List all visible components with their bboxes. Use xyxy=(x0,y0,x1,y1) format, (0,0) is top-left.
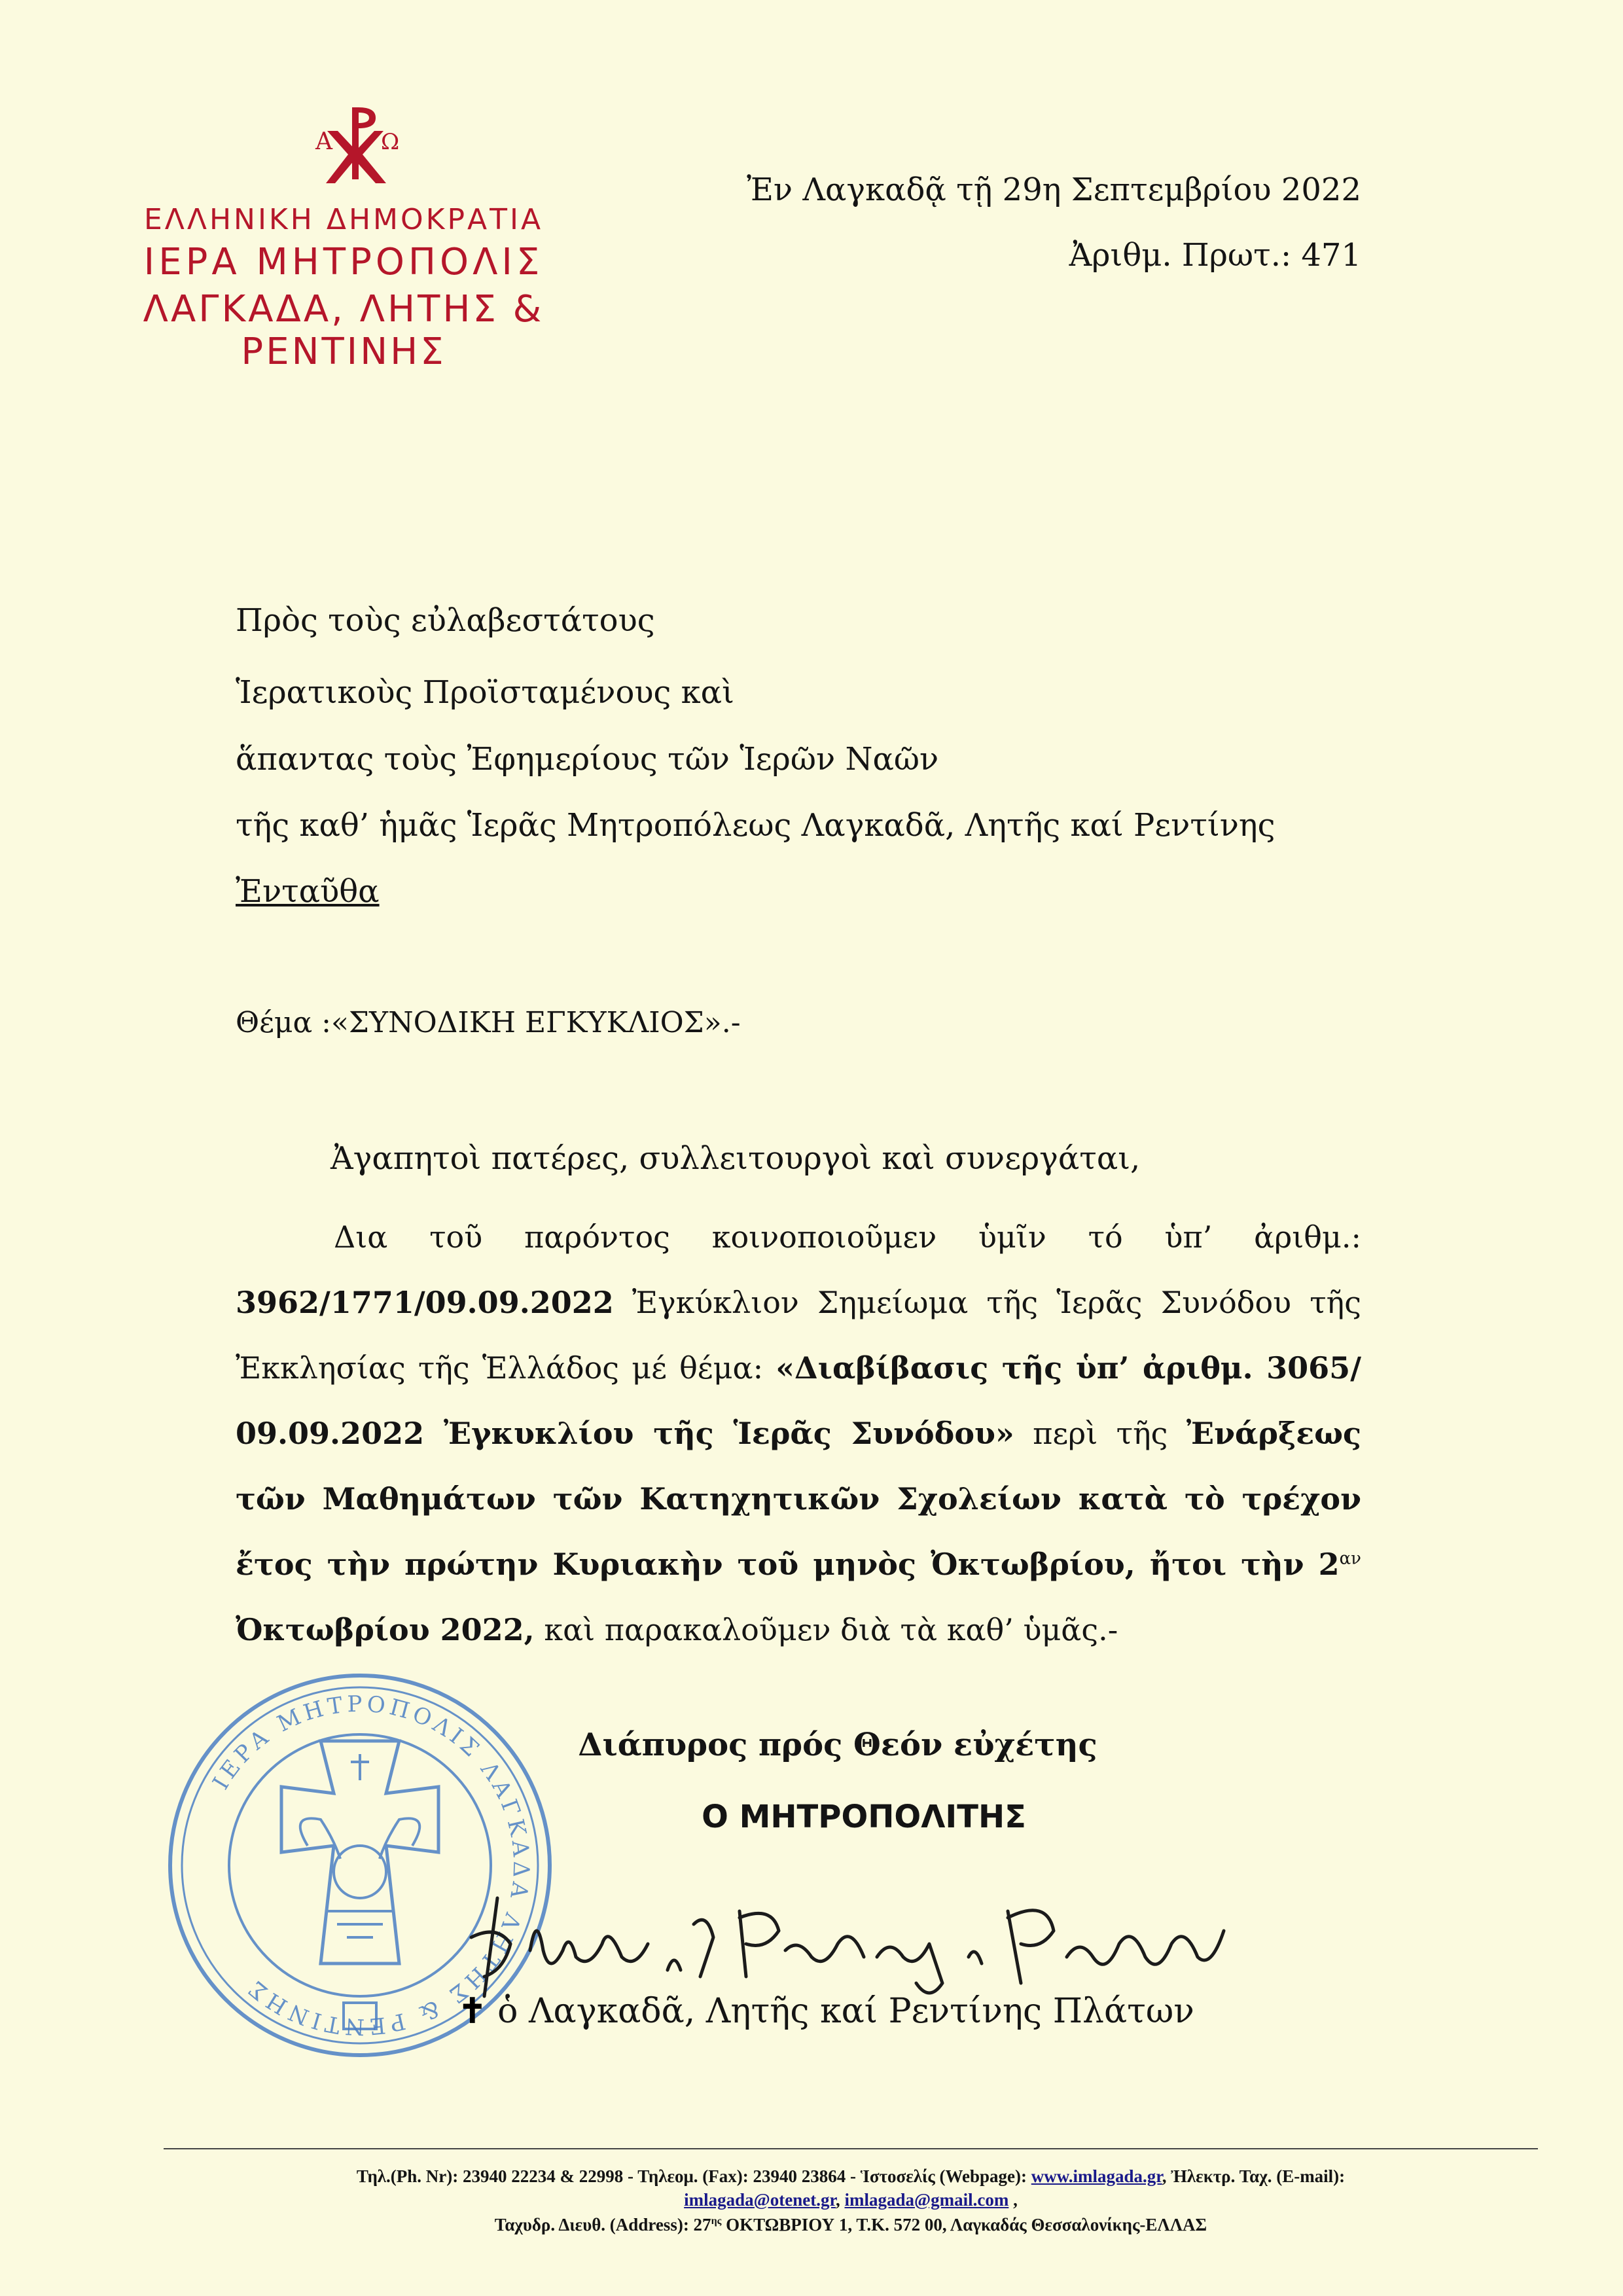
cross-icon: ✝ xyxy=(458,1991,487,2031)
footer-address-end: ΟΚΤΩΒΡΙΟΥ 1, Τ.Κ. 572 00, Λαγκαδάς Θεσσαλονίκης-ΕΛΛΑΣ xyxy=(721,2215,1207,2234)
signatory-name-text: ὁ Λαγκαδᾶ, Λητῆς καί Ρεντίνης Πλάτων xyxy=(486,1992,1194,2031)
addressee-line-5: Ἐνταῦθα xyxy=(236,873,380,910)
footer-website-link[interactable]: www.imlagada.gr xyxy=(1031,2166,1162,2186)
signatory-name xyxy=(458,1991,1194,2031)
closing-line: Διάπυρος πρός Θεόν εὐχέτης xyxy=(578,1727,1097,1763)
metropolitan-title: Ο ΜΗΤΡΟΠΟΛΙΤΗΣ xyxy=(702,1799,1026,1835)
addressee-line-1: Πρὸς τοὺς εὐλαβεστάτους xyxy=(236,602,655,639)
reference-number: 3962/1771/09.09.2022 xyxy=(236,1285,614,1320)
salutation: Ἀγαπητοὶ πατέρες, συλλειτουργοὶ καὶ συνεργάται, xyxy=(330,1140,1141,1177)
footer-email-link-1[interactable]: imlagada@otenet.gr xyxy=(684,2190,836,2210)
footer-email-line xyxy=(164,2190,1538,2210)
footer-email-link-2[interactable]: imlagada@gmail.com xyxy=(844,2190,1009,2210)
addressee-line-4: τῆς καθ’ ἡμᾶς Ἱερᾶς Μητροπόλεως Λαγκαδᾶ, Λητῆς καί Ρεντίνης xyxy=(236,807,1275,844)
svg-text:ΙΕΡΑ ΜΗΤΡΟΠΟΛΙΣ ΛΑΓΚΑΔΑ ΛΗΤΗΣ: ΙΕΡΑ ΜΗΤΡΟΠΟΛΙΣ ΛΑΓΚΑΔΑ ΛΗΤΗΣ & ΡΕΝΤΙΝΗΣ xyxy=(207,1691,535,2040)
body-paragraph xyxy=(236,1204,1361,1662)
handwritten-signature xyxy=(458,1872,1257,2003)
addressee-line-3: ἅπαντας τοὺς Ἐφημερίους τῶν Ἱερῶν Ναῶν xyxy=(236,741,939,778)
letterhead-line-2: ΙΕΡΑ ΜΗΤΡΟΠΟΛΙΣ xyxy=(143,241,544,283)
footer-address-start: Ταχυδρ. Διευθ. (Address): 27 xyxy=(494,2215,711,2234)
footer-email-end: , xyxy=(1008,2190,1018,2210)
footer-contact-line xyxy=(164,2166,1538,2187)
dateline: Ἐν Λαγκαδᾷ τῇ 29η Σεπτεμβρίου 2022 xyxy=(746,171,1361,208)
body-text-4: καὶ παρακαλοῦμεν διὰ τὰ καθ’ ὑμᾶς.- xyxy=(534,1612,1118,1647)
footer-address-sup: ης xyxy=(711,2215,722,2227)
svg-text:Α: Α xyxy=(315,128,332,155)
footer-email-label: , Ἠλεκτρ. Ταχ. (E-mail): xyxy=(1162,2166,1346,2186)
body-bold-end: Ὀκτωβρίου 2022, xyxy=(236,1612,535,1647)
letterhead-line-3: ΛΑΓΚΑΔΑ, ΛΗΤΗΣ & ΡΕΝΤΙΝΗΣ xyxy=(143,288,544,373)
letterhead-line-1: ΕΛΛΗΝΙΚΗ ΔΗΜΟΚΡΑΤΙΑ xyxy=(143,203,544,236)
subject-line: Θέμα :«ΣΥΝΟΔΙΚΗ ΕΓΚΥΚΛΙΟΣ».- xyxy=(236,1006,741,1039)
circular-title: «Διαβίβασις τῆς ὑπ’ ἀριθμ. 3065/ 09.09.2022 Ἐγκυκλίου τῆς Ἱερᾶς Συνόδου» xyxy=(236,1350,1361,1451)
chi-rho-emblem-icon xyxy=(308,92,406,196)
footer-email-sep: , xyxy=(836,2190,845,2210)
addressee-line-2: Ἱερατικοὺς Προϊσταμένους καὶ xyxy=(236,674,734,711)
footer-phone-fax: Τηλ.(Ph. Nr): 23940 22234 & 22998 - Τηλεομ. (Fax): 23940 23864 - Ἱστοσελίς (Webpage): xyxy=(356,2166,1031,2186)
svg-text:Ω: Ω xyxy=(381,129,400,155)
body-bold-tail: Ἐνάρξεως τῶν Μαθημάτων τῶν Κατηχητικῶν Σχολείων κατὰ τὸ τρέχον ἔτος τὴν πρώτην Κυριακὴν τοῦ μηνὸς Ὀκτωβρίου, ἤτοι τὴν 2 xyxy=(236,1416,1362,1582)
footer-divider xyxy=(164,2148,1538,2149)
footer-address-line xyxy=(164,2215,1538,2235)
body-text-2: Ἐγκύκλιον Σημείωμα τῆς Ἱερᾶς Συνόδου τῆς Ἐκκλησίας τῆς Ἑλλάδος μέ θέμα: xyxy=(236,1285,1361,1386)
body-text-1: Δια τοῦ παρόντος κοινοποιοῦμεν ὑμῖν τό ὑπ’ ἀριθμ.: xyxy=(334,1219,1361,1255)
body-text-3: περὶ τῆς xyxy=(1014,1416,1186,1451)
ordinal-suffix: αν xyxy=(1339,1549,1361,1569)
protocol-number: Ἀριθμ. Πρωτ.: 471 xyxy=(1069,237,1361,274)
